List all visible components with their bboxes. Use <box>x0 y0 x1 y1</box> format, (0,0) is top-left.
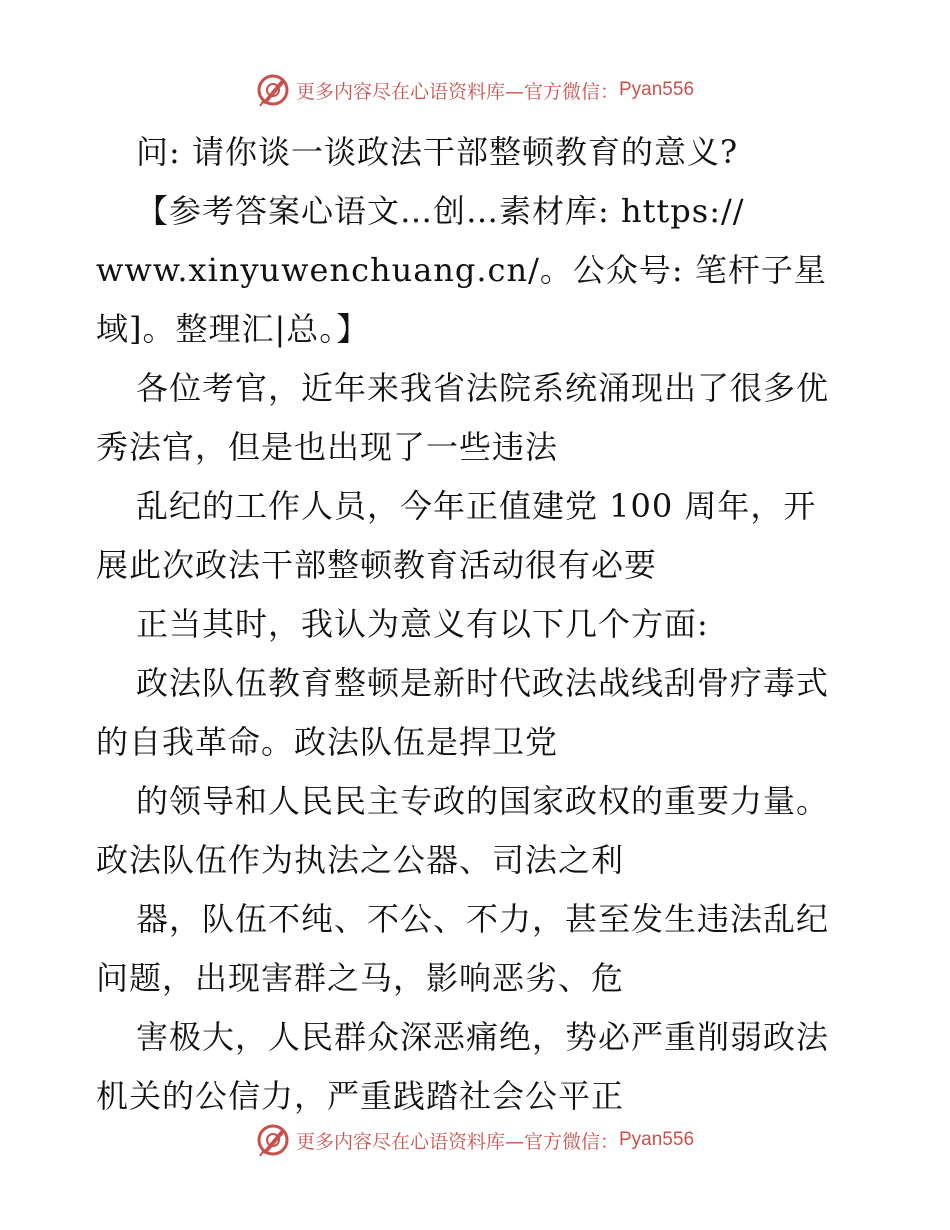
text-line: 问题，出现害群之马，影响恶劣、危 <box>96 959 625 997</box>
banner-wechat-id: Pyan556 <box>619 1129 695 1150</box>
text-line: 害极大，人民群众深恶痛绝，势必严重削弱政法 <box>136 1018 830 1056</box>
text-line: 机关的公信力，严重践踏社会公平正 <box>96 1077 625 1115</box>
text-line: 的自我革命。政法队伍是捍卫党 <box>96 723 559 761</box>
document-body <box>96 123 856 1126</box>
text-line: 各位考官，近年来我省法院系统涌现出了很多优 <box>136 369 830 407</box>
text-line: 政法队伍作为执法之公器、司法之利 <box>96 841 625 879</box>
banner-site-text: 更多内容尽在心语资料库—官方微信： <box>295 80 619 103</box>
text-line: 的领导和人民民主专政的国家政权的重要力量。 <box>136 782 830 820</box>
text-line: 【参考答案心语文…创…素材库: https:// <box>136 192 745 230</box>
header-banner <box>0 70 950 110</box>
text-line: 域]。整理汇|总。】 <box>96 310 370 348</box>
text-line: www.xinyuwenchuang.cn/。公众号: 笔杆子星 <box>96 251 827 289</box>
banner-wechat-id: Pyan556 <box>619 79 695 100</box>
quill-circle-icon <box>256 73 290 107</box>
banner-site-text: 更多内容尽在心语资料库—官方微信： <box>295 1130 619 1153</box>
text-line: 正当其时，我认为意义有以下几个方面: <box>136 605 709 643</box>
text-line: 乱纪的工作人员，今年正值建党 100 周年，开 <box>136 487 817 525</box>
text-line: 政法队伍教育整顿是新时代政法战线刮骨疗毒式 <box>136 664 830 702</box>
text-line: 问: 请你谈一谈政法干部整顿教育的意义? <box>136 133 739 171</box>
text-line: 器，队伍不纯、不公、不力，甚至发生违法乱纪 <box>136 900 830 938</box>
text-line: 秀法官，但是也出现了一些违法 <box>96 428 559 466</box>
text-line: 展此次政法干部整顿教育活动很有必要 <box>96 546 658 584</box>
footer-banner <box>0 1120 950 1160</box>
quill-circle-icon <box>256 1123 290 1157</box>
